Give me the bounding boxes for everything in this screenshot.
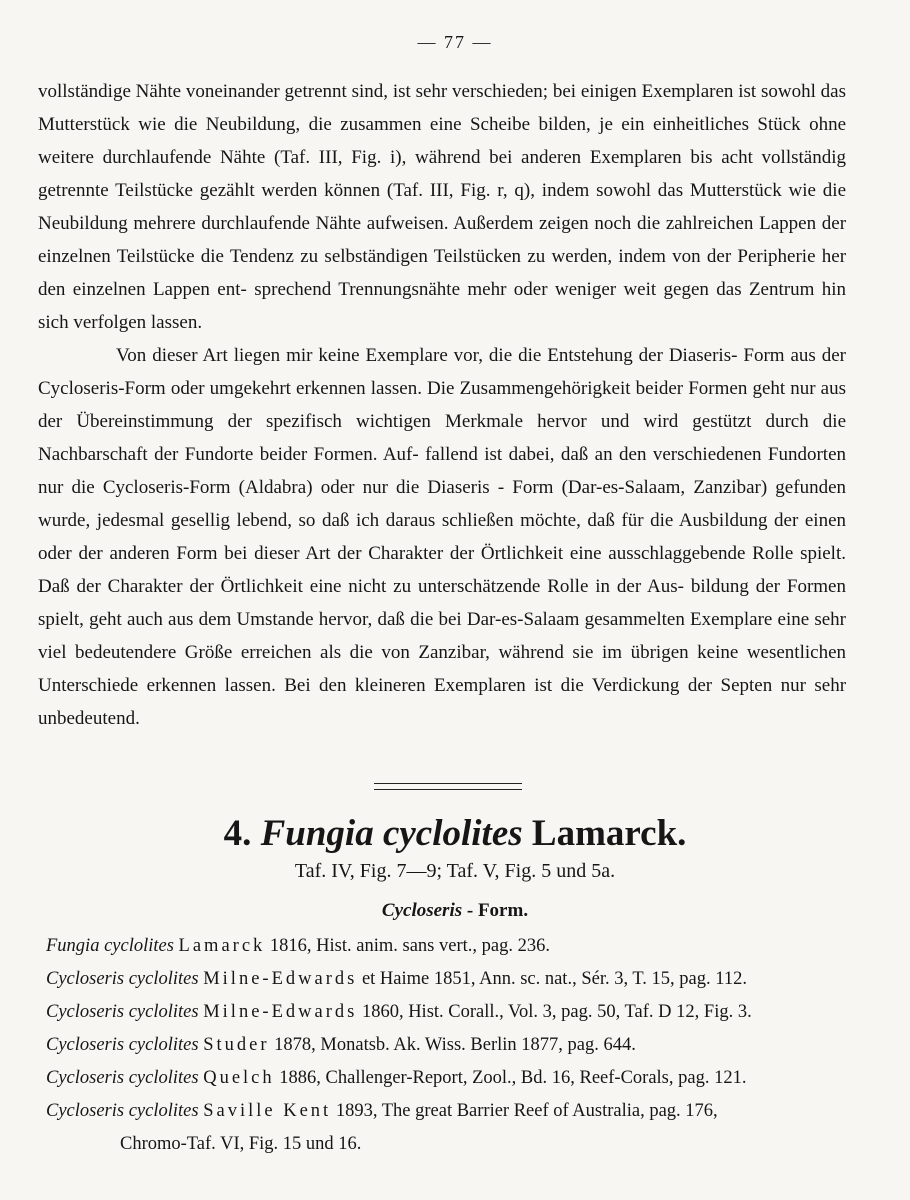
synonym-taxon: Cycloseris cyclolites xyxy=(46,1068,199,1088)
species-name: Fungia cyclolites xyxy=(260,813,523,854)
synonym-entry xyxy=(46,1029,856,1062)
text-line: ist sowohl das Mutterstück wie die Neubildung, die zusammen eine Scheibe bilden, je ein xyxy=(38,81,846,135)
synonym-taxon: Cycloseris cyclolites xyxy=(46,1101,199,1121)
form-name: Cycloseris xyxy=(381,900,463,921)
text-line: zu selbständigen Teilstücken zu werden, indem von der Peripherie her den einzelnen Lappen ent- xyxy=(38,246,847,300)
synonym-reference: 1893, The great Barrier Reef of Australia, pag. 176, xyxy=(331,1101,718,1121)
text-line: während sie im übrigen keine wesentlichen Unterschiede erkennen lassen. Bei den kleineren xyxy=(38,642,847,696)
synonym-reference: et Haime 1851, Ann. sc. nat., Sér. 3, T. 15, pag. 112. xyxy=(357,969,747,989)
text-line: sprechend Trennungsnähte mehr oder weniger weit gegen das Zentrum hin sich verfolgen lassen. xyxy=(38,279,847,333)
text-line: hervor und wird gestützt durch die Nachbarschaft der Fundorte beider Formen. Auf- xyxy=(38,411,847,465)
text-line: beider Formen geht nur aus der Übereinstimmung der spezifisch wichtigen Merkmale xyxy=(38,378,847,432)
section-divider-rule xyxy=(374,783,522,790)
synonym-author: Milne-Edwards xyxy=(203,969,358,989)
page-number: — 77 — xyxy=(417,32,493,52)
body-text xyxy=(38,75,846,735)
text-line: Exemplaren ist die Verdickung der Septen nur sehr unbedeutend. xyxy=(38,675,847,729)
synonym-author: Saville Kent xyxy=(203,1101,332,1121)
text-line: aufweisen. Außerdem zeigen noch die zahlreichen Lappen der einzelnen Teilstücke die Tendenz xyxy=(38,213,847,267)
synonym-reference: 1816, Hist. anim. sans vert., pag. 236. xyxy=(265,936,550,956)
synonymy-list xyxy=(46,930,856,1161)
synonym-author: Studer xyxy=(203,1035,270,1055)
species-author: Lamarck. xyxy=(531,813,687,854)
section-number: 4. xyxy=(223,813,252,854)
paragraph-1 xyxy=(38,75,846,339)
synonym-author: Lamarck xyxy=(178,936,266,956)
plate-references: Taf. IV, Fig. 7—9; Taf. V, Fig. 5 und 5a. xyxy=(294,860,616,882)
text-line: gesammelten Exemplare eine sehr viel bedeutendere Größe erreichen als die von Zanzibar, xyxy=(38,609,847,663)
text-line: spielt. Daß der Charakter der Örtlichkeit eine nicht zu unterschätzende Rolle in der Aus- xyxy=(38,543,846,597)
synonym-entry xyxy=(46,1062,856,1095)
text-line: Fig. r, q), indem sowohl das Mutterstück wie die Neubildung mehrere durchlaufende Nähte xyxy=(38,180,847,234)
synonym-taxon: Fungia cyclolites xyxy=(46,936,174,956)
synonym-author: Milne-Edwards xyxy=(203,1002,358,1022)
form-suffix: - Form. xyxy=(462,900,529,921)
form-label xyxy=(0,900,910,922)
synonym-entry xyxy=(46,1095,856,1128)
synonym-continuation: Chromo-Taf. VI, Fig. 15 und 16. xyxy=(120,1134,362,1154)
synonym-entry xyxy=(46,996,856,1029)
synonym-taxon: Cycloseris cyclolites xyxy=(46,1002,199,1022)
synonym-entry xyxy=(46,930,856,963)
text-line: oder nur die Diaseris - Form (Dar-es-Salaam, Zanzibar) gefunden wurde, jedesmal gesellig xyxy=(38,477,846,531)
text-line: vollständige Nähte voneinander getrennt sind, ist sehr verschieden; bei einigen Exemplaren xyxy=(38,81,734,102)
synonym-reference: 1860, Hist. Corall., Vol. 3, pag. 50, Taf. D 12, Fig. 3. xyxy=(357,1002,752,1022)
text-line: Exemplaren bis acht vollständig getrennte Teilstücke gezählt werden können (Taf. III, xyxy=(38,147,846,201)
synonym-reference: 1878, Monatsb. Ak. Wiss. Berlin 1877, pag. 644. xyxy=(269,1035,636,1055)
text-line: einheitliches Stück ohne weitere durchlaufende Nähte (Taf. III, Fig. i), während bei anderen xyxy=(38,114,847,168)
synonym-author: Quelch xyxy=(203,1068,275,1088)
text-line: Von dieser Art liegen mir keine Exemplare vor, die die Entstehung der Diaseris- xyxy=(116,345,738,366)
text-line: Form aus der Cycloseris-Form oder umgekehrt erkennen lassen. Die Zusammengehörigkeit xyxy=(38,345,846,399)
text-line: anderen Form bei dieser Art der Charakter der Örtlichkeit eine ausschlaggebende Rolle xyxy=(109,543,794,564)
section-heading xyxy=(0,812,910,855)
text-line: lebend, so daß ich daraus schließen möchte, daß für die Ausbildung der einen oder der xyxy=(38,510,847,564)
synonym-taxon: Cycloseris cyclolites xyxy=(46,969,199,989)
text-line: fallend ist dabei, daß an den verschiedenen Fundorten nur die Cycloseris-Form (Aldabra) xyxy=(38,444,846,498)
synonym-reference: 1886, Challenger-Report, Zool., Bd. 16, Reef-Corals, pag. 121. xyxy=(274,1068,747,1088)
synonym-taxon: Cycloseris cyclolites xyxy=(46,1035,199,1055)
synonym-entry xyxy=(46,963,856,996)
text-line: bildung der Formen spielt, geht auch aus dem Umstande hervor, daß die bei Dar-es-Salaam xyxy=(38,576,846,630)
paragraph-2 xyxy=(38,339,846,735)
